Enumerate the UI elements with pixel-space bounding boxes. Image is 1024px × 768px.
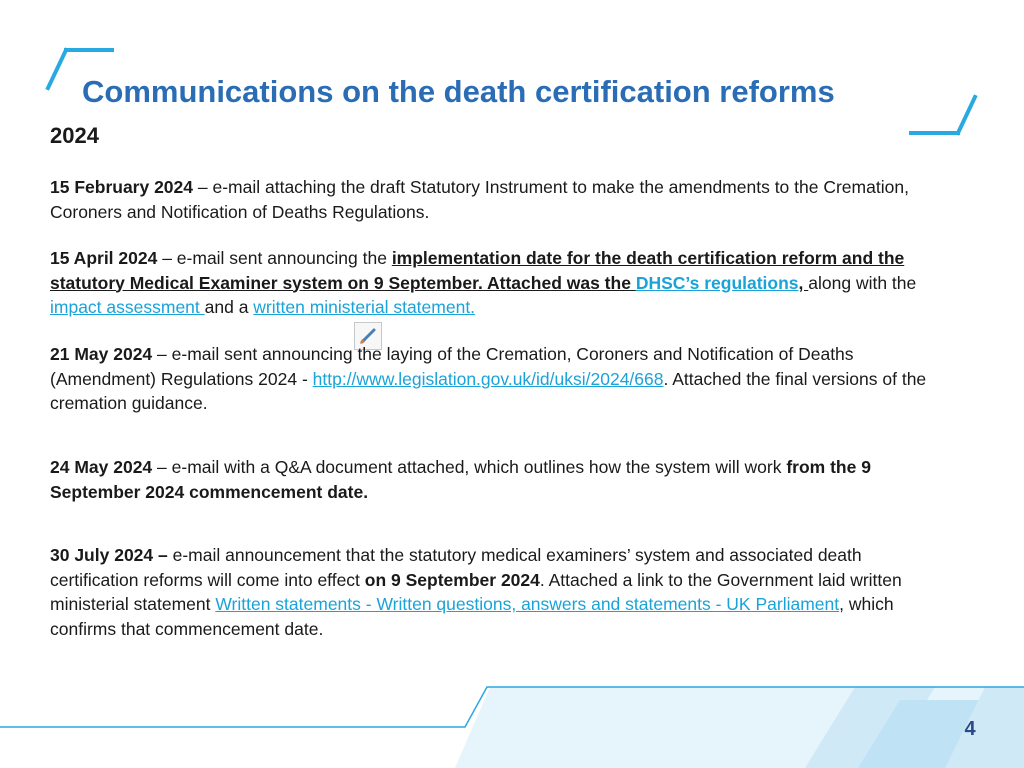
entry-24-may [50,455,950,504]
footer-decoration [0,687,1024,768]
entry-text: – e-mail sent announcing the [157,248,392,268]
entry-text: , which confirms that commencement date. [50,594,894,639]
written-ministerial-statement-link[interactable]: written ministerial statement. [253,297,476,317]
entry-15-february [50,175,950,224]
entry-highlight-text: implementation date for the death certification reform and the statutory Medical Examiner system on 9 September. Attached was the [50,248,905,293]
entry-text: . Attached the final versions of the cremation guidance. [50,368,927,413]
entry-text: e-mail announcement that the statutory medical examiners’ system and associated death certification reforms will come into effect [50,545,862,590]
page-number: 4 [964,718,976,740]
entry-date: 24 May 2024 [50,457,153,477]
entry-text: – e-mail attaching the draft Statutory Instrument to make the amendments to the Cremation, Coroners and Notification of Deaths Regulations. [50,177,909,222]
entry-text: – e-mail sent announcing the laying of the Cremation, Coroners and Notification of Deaths (Amendment) Regulations 2024 - [50,344,854,389]
dhsc-regulations-link[interactable]: DHSC’s regulations [635,272,799,293]
entry-date: 15 February 2024 [50,177,194,197]
entry-highlight-text: on 9 September 2024 [364,569,540,590]
impact-assessment-link[interactable]: impact assessment [50,297,205,317]
entry-30-july [50,543,950,641]
top-right-bracket-decoration [911,97,975,133]
parliament-statements-link[interactable]: Written statements - Written questions, answers and statements - UK Parliament [215,594,840,614]
entry-21-may [50,342,950,416]
entry-text: – e-mail with a Q&A document attached, which outlines how the system will work [152,457,787,477]
entry-text: . Attached a link to the Government laid written ministerial statement [50,569,902,614]
year-heading: 2024 [50,123,99,148]
entry-separator: , [798,272,809,293]
entry-date: 15 April 2024 [50,248,158,268]
entry-date: 30 July 2024 – [50,545,168,565]
entry-text: and a [204,297,254,317]
legislation-link[interactable]: http://www.legislation.gov.uk/id/uksi/2024/668 [312,368,664,389]
entry-date: 21 May 2024 [50,344,153,364]
entry-highlight-text: from the 9 September 2024 commencement date. [50,457,871,502]
slide-title: Communications on the death certification reforms [82,74,835,109]
entry-15-april [50,246,950,320]
entry-text: along with the [808,272,917,293]
